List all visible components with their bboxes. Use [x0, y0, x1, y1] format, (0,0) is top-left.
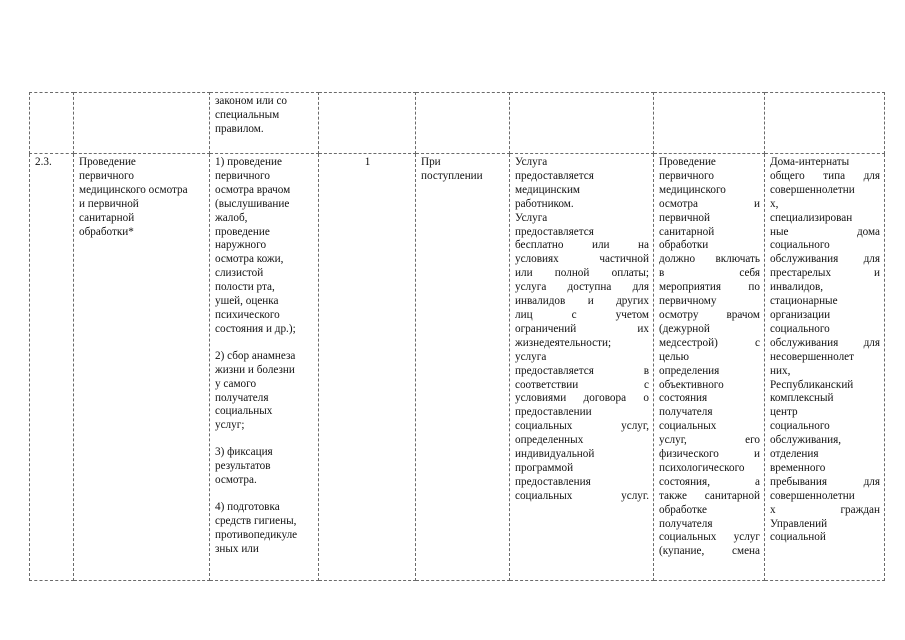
text-line: центр [770, 406, 798, 419]
text-line: мероприятия по [659, 281, 760, 294]
text-line: услуга доступна для [515, 281, 649, 294]
text-line: социальных услуг, [515, 420, 649, 433]
text-line: специальным [215, 108, 280, 121]
text-line: жизнедеятельности; [515, 336, 612, 349]
content-line: противопедикуле [215, 528, 298, 541]
text-line: должно включать [659, 253, 760, 266]
content-line: жалоб, [215, 211, 248, 224]
text-line: соответствии с [515, 378, 649, 391]
text-line: состояния [659, 392, 708, 405]
content-line: проведение [215, 225, 270, 238]
text-line: Республиканский [770, 378, 854, 391]
cell-providers [765, 154, 885, 581]
cell-empty [416, 93, 510, 154]
text-line: Проведение [659, 156, 716, 168]
content-line: 2) сбор анамнеза [215, 349, 296, 362]
text-line: социального [770, 420, 830, 433]
text-line: медицинского [659, 183, 726, 196]
text-line: предоставляется [515, 169, 594, 182]
text-line: и первичной [79, 197, 139, 210]
text-line: состояния, а [659, 475, 760, 488]
text-line: социальных услуг. [515, 489, 649, 502]
content-line: социальных [215, 405, 273, 418]
text-line: бесплатно или на [515, 239, 649, 252]
text-line: Услуга [515, 211, 548, 224]
text-line: (купание, смена [659, 545, 760, 558]
content-line: осмотра. [215, 474, 257, 487]
text-line: организации [770, 308, 831, 321]
text-line: социальных услуг [659, 531, 760, 544]
text-line: инвалидов и других [515, 295, 649, 308]
cell-service-name [74, 154, 210, 581]
text-line: определенных [515, 434, 584, 447]
cell-empty [654, 93, 765, 154]
text-line: При [421, 156, 441, 168]
text-line: осмотра и [659, 197, 760, 210]
text-line: первичному [659, 295, 717, 308]
text-line: объективного [659, 378, 724, 391]
text-line: пребывания для [770, 475, 880, 488]
text-line: х граждан [770, 503, 880, 516]
text-line: Дома-интернаты [770, 156, 850, 168]
text-line: обработки [659, 239, 709, 252]
content-line: жизни и болезни [215, 363, 295, 376]
text-line: специализирован [770, 211, 853, 224]
content-line: результатов [215, 460, 271, 473]
text-line: предоставления [515, 475, 591, 488]
text-line: получателя [659, 406, 713, 419]
text-line: целью [659, 350, 689, 363]
text-line: обслуживания для [770, 253, 880, 266]
text-line: Проведение [79, 156, 136, 168]
text-line: первичного [659, 169, 714, 182]
text-line: поступлении [421, 169, 483, 182]
cell-conditions [510, 154, 654, 581]
content-line: психического [215, 308, 280, 321]
cell-empty [319, 93, 416, 154]
text-line: определения [659, 364, 720, 377]
text-line: или полной оплаты; [515, 267, 649, 280]
item-gap [215, 488, 314, 501]
text-line: первичной [659, 211, 711, 224]
content-line: услуг; [215, 419, 245, 432]
text-line: совершеннолетни [770, 183, 855, 196]
text-line: условиями договора о [515, 392, 649, 405]
cell-volume [319, 154, 416, 581]
content-line: первичного [215, 169, 270, 182]
content-line: 3) фиксация [215, 446, 273, 459]
content-line: состояния и др.); [215, 322, 296, 335]
item-gap [215, 337, 314, 350]
text-line: физического и [659, 448, 760, 461]
text-line: социального [770, 322, 830, 335]
content-line: 4) подготовка [215, 500, 280, 513]
text-line: санитарной [659, 225, 715, 238]
text-line: социального [770, 239, 830, 252]
item-gap [215, 433, 314, 446]
text-line: медсестрой) с [659, 336, 760, 349]
text-line: социальных [659, 420, 717, 433]
row-number: 2.3. [35, 156, 52, 168]
text-line: обслуживания, [770, 434, 842, 447]
text-line: работником. [515, 197, 574, 210]
content-line: наружного [215, 239, 267, 252]
cell-indicators [654, 154, 765, 581]
text-line: ные дома [770, 225, 880, 238]
table-row-continuation [30, 93, 885, 154]
text-line: несовершеннолет [770, 350, 855, 363]
text-line: престарелых и [770, 267, 880, 280]
text-line: медицинским [515, 183, 581, 196]
cell-period [416, 154, 510, 581]
text-line: индивидуальной [515, 448, 595, 461]
text-line: условиях частичной [515, 253, 649, 266]
text-line: программой [515, 461, 574, 474]
text-line: совершеннолетни [770, 489, 855, 502]
content-line: полости рта, [215, 281, 275, 294]
cell-services-continuation [210, 93, 319, 154]
text-line: предоставляется [515, 225, 594, 238]
text-line: комплексный [770, 392, 834, 405]
cell-number [30, 154, 74, 581]
cell-empty [74, 93, 210, 154]
text-line: услуг, его [659, 434, 760, 447]
text-line: предоставляется в [515, 364, 649, 377]
content-line: 1) проведение [215, 156, 282, 168]
cell-empty [510, 93, 654, 154]
content-line: ушей, оценка [215, 295, 279, 308]
text-line: также санитарной [659, 489, 760, 502]
text-line: в себя [659, 267, 760, 280]
content-line: зных или [215, 542, 259, 555]
text-line: первичного [79, 169, 134, 182]
text-line: лиц с учетом [515, 308, 649, 321]
text-line: социальной [770, 531, 826, 544]
content-line: осмотра кожи, [215, 253, 284, 266]
text-line: (дежурной [659, 322, 710, 335]
text-line: обработки* [79, 225, 134, 238]
content-line: у самого [215, 377, 257, 390]
text-line: услуга [515, 350, 547, 363]
cell-service-content [210, 154, 319, 581]
text-line: медицинского осмотра [79, 183, 188, 196]
text-line: предоставлении [515, 406, 592, 419]
text-line: временного [770, 461, 826, 474]
services-table [29, 92, 885, 581]
text-line: х, [770, 197, 779, 210]
text-line: них, [770, 364, 791, 377]
text-line: осмотру врачом [659, 308, 760, 321]
text-line: ограничений их [515, 322, 649, 335]
text-line: санитарной [79, 211, 135, 224]
content-line: слизистой [215, 267, 264, 280]
text-line: обслуживания для [770, 336, 880, 349]
content-line: осмотра врачом [215, 183, 291, 196]
text-line: законом или со [215, 95, 288, 107]
table-row [30, 154, 885, 581]
text-line: психологического [659, 461, 745, 474]
content-line: получателя [215, 391, 269, 404]
text-line: Управлений [770, 517, 828, 530]
text-line: стационарные [770, 295, 838, 308]
text-line: обработке [659, 503, 707, 516]
cell-empty [30, 93, 74, 154]
text-line: Услуга [515, 156, 548, 168]
cell-empty [765, 93, 885, 154]
text-line: отделения [770, 448, 819, 461]
text-line: инвалидов, [770, 281, 824, 294]
content-line: средств гигиены, [215, 514, 297, 527]
content-line: (выслушивание [215, 197, 290, 210]
volume-value: 1 [364, 156, 371, 168]
text-line: общего типа для [770, 169, 880, 182]
text-line: правилом. [215, 122, 264, 135]
text-line: получателя [659, 517, 713, 530]
